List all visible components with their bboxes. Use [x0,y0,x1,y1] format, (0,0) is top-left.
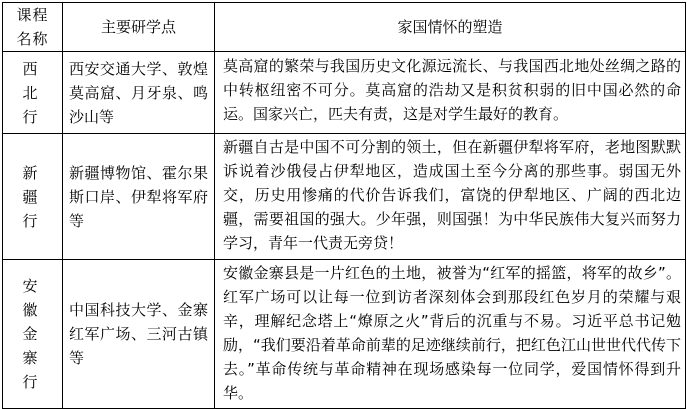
header-course-name-line2: 名称 [16,30,49,48]
header-main-spots: 主要研学点 [63,3,215,52]
study-tour-table [2,2,686,409]
header-row [3,3,686,52]
header-course-name-line1: 课程 [16,6,49,24]
header-course-name [3,3,63,52]
patriotism-content-cell: 莫高窟的繁荣与我国历史文化源远流长、与我国西北地处丝绸之路的中转枢纽密不可分。莫高窟的浩劫又是积贫积弱的旧中国必然的命运。国家兴亡，匹夫有责，这是对学生最好的教育。 [215,52,686,134]
table-row [3,134,686,260]
course-name-cell: 安徽金寨行 [3,260,63,409]
table-row [3,260,686,409]
course-name-cell: 西北行 [3,52,63,134]
patriotism-content-cell: 安徽金寨县是一片红色的土地，被誉为“红军的摇篮，将军的故乡”。红军广场可以让每一位到访者深刻体会到那段红色岁月的荣耀与艰辛，理解纪念塔上“燎原之火”背后的沉重与不易。习近平总书记勉励，“我们要沿着革命前辈的足迹继续前行，把红色江山世世代代传下去。”革命传统与革命精神在现场感染每一位同学，爱国情怀得到升华。 [215,260,686,409]
table-row [3,52,686,134]
study-spots-cell: 中国科技大学、金寨红军广场、三河古镇等 [63,260,215,409]
course-name-cell: 新疆行 [3,134,63,260]
study-spots-cell: 新疆博物馆、霍尔果斯口岸、伊犁将军府等 [63,134,215,260]
study-spots-cell: 西安交通大学、敦煌莫高窟、月牙泉、鸣沙山等 [63,52,215,134]
patriotism-content-cell: 新疆自古是中国不可分割的领土，但在新疆伊犁将军府，老地图默默诉说着沙俄侵占伊犁地区，造成国土至今分离的那些事。弱国无外交，历史用惨痛的代价告诉我们，富饶的伊犁地区、广阔的西北边疆，需要祖国的强大。少年强，则国强！为中华民族伟大复兴而努力学习，青年一代责无旁贷！ [215,134,686,260]
header-patriotism: 家国情怀的塑造 [215,3,686,52]
